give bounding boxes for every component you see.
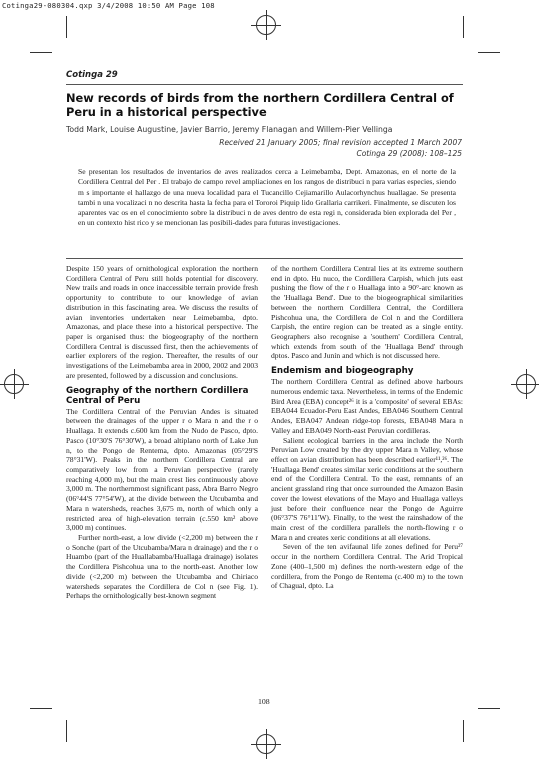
body-paragraph: Seven of the ten avifaunal life zones defined for Peru²⁷ occur in the northern Cordillera Central. The Arid Tropical Zone (400–1,500 m) defines the north-western edge of the cordillera, from the Pongo de Rentema (c.400 m) to the town of Chagual, dpto. La (271, 542, 463, 591)
body-paragraph: The Cordillera Central of the Peruvian Andes is situated between the drainages of the upper r o Mara n and the r o Huallaga. It extends c.600 km from the Nudo de Pasco, dpto. Pasco (10°30'S 76°30'W), a broad altiplano north of Lake Jun n, to the Pongo de Rentema, dpto. Amazonas (05°29'S 78°31'W). Peaks in the northern Cordillera Central are comparatively low from a Peruvian perspective (rarely reaching 4,000 m), but the main crest lies continuously above 3,000 m. The northernmost significant pass, Abra Barro Negro (06°44'S 77°54'W), at the divide between the Utcubamba and Mara n watersheds, reaches 3,675 m, north of which only a restricted area of high-elevation terrain (c.550 km² above 3,000 m) continues. (66, 406, 258, 533)
crop-mark (463, 16, 464, 38)
registration-mark-icon (256, 15, 276, 35)
body-paragraph: Salient ecological barriers in the area include the North Peruvian Low created by the dry upper Mara n Valley, whose effect on avian distribution has been described earlier¹¹,²⁶. The 'Huallaga Bend' creates similar xeric conditions at the southern end of the Cordillera Central. To the east, remnants of an ancient grassland ring that once surrounded the Amazon Basin cover the lowest elevations of the Mayo and Huallaga valleys just before their confluence near the Pongo de Aguirre (06°37'S 76°11'W). Finally, to the west the rainshadow of the main crest of the cordillera parallels the north-flowing r o Mara n and creates xeric conditions at all elevations. (271, 435, 463, 542)
registration-mark-icon (4, 374, 24, 394)
authors: Todd Mark, Louise Augustine, Javier Barrio, Jeremy Flanagan and Willem-Pier Vellinga (66, 125, 393, 134)
crop-mark (463, 720, 464, 742)
received-dates: Received 21 January 2005; final revision accepted 1 March 2007 (219, 138, 462, 147)
right-column (271, 264, 463, 591)
body-paragraph: Further north-east, a low divide (<2,200 m) between the r o Sonche (part of the Utcubamba/Mara n drainage) and the r o Huambo (part of the Huallabamba/Huallaga drainage) isolates the Cordillera Pishcohua una to the north-east. Another low divide (<2,200 m) between the Utcubamba and Chiriaco watersheds separates the Cordillera de Col n (see Fig. 1). Perhaps the ornithologically best-known segment (66, 532, 258, 601)
crop-mark (66, 16, 67, 38)
registration-mark-icon (516, 374, 536, 394)
intro-paragraph: Despite 150 years of ornithological exploration the northern Cordillera Central of Peru still holds potential for discovery. New trails and roads in once inaccessible terrain provide fresh opportunity to contribute to our knowledge of avian distribution in this fascinating area. We discuss the results of avian inventories undertaken near Leimebamba, dpto. Amazonas, and place these into a historical perspective. The paper is organised thus: the biogeography of the northern Cordillera Central is discussed first, then the achievements of earlier explorers of the region. Thereafter, the results of our investigations of the Leimebamba area in 2000, 2002 and 2003 are presented, followed by a discussion and conclusions. (66, 264, 258, 380)
print-slug: Cotinga29-080304.qxp 3/4/2008 10:50 AM Page 108 (2, 1, 215, 10)
body-paragraph: The northern Cordillera Central as defined above harbours numerous endemic taxa. Nevertheless, in terms of the Endemic Bird Area (EBA) concept²⁶ it is a 'composite' of several EBAs: EBA044 Ecuador-Peru East Andes, EBA046 Southern Central Andes, EBA047 Andean ridge-top forests, EBA048 Mara n Valley and EBA049 North-east Peruvian cordilleras. (271, 377, 463, 435)
journal-header: Cotinga 29 (66, 70, 118, 80)
abstract: Se presentan los resultados de inventarios de aves realizados cerca a Leimebamba, Dept. Amazonas, en el norte de la Cordillera Central del Per . El trabajo de campo revel ampliaciones en los rangos de distribuci n para varias especies, siendo m s importante el hallazgo de una nueva localidad para el Tucancillo Cejiamarillo Aulacorhynchus huallagae. Se presenta tambi n una vocalizaci n no descrita hasta la fecha para el Tororoi Piquip lido Grallaria carrikeri. Finalmente, se discuten los aparentes vac os en el conocimiento sobre la distribuci n de aves dentro de esta regi n, considerada bien explorada del Per , en un contexto hist rico y se mencionan las posibili-dades para futuras investigaciones. (78, 167, 456, 228)
crop-mark (478, 708, 500, 709)
section-heading-geography: Geography of the northern Cordillera Central of Peru (66, 385, 249, 406)
abstract-rule (66, 258, 463, 259)
crop-mark (30, 708, 52, 709)
body-paragraph: of the northern Cordillera Central lies at its extreme southern end in dpto. Hu nuco, the Cordillera Carpish, which juts east pushing the flow of the r o Huallaga into a 90°-arc known as the 'Huallaga Bend'. Due to the biogeographical similarities between the northern Cordillera Central, the Cordillera Pishcohua una, the Cordillera de Col n and the Cordillera Carpish, the entire region can be treated as a single entity. Geographers also recognise a 'southern' Cordillera Central, which extends from south of the 'Huallaga Bend' through dptos. Pasco and Junín and which is not discussed here. (271, 264, 463, 361)
registration-mark-icon (256, 734, 276, 754)
crop-mark (30, 52, 52, 53)
section-heading-endemism: Endemism and biogeography (271, 366, 414, 377)
crop-mark (478, 52, 500, 53)
article-title: New records of birds from the northern Cordillera Central of Peru in a historical perspective (66, 91, 454, 119)
citation: Cotinga 29 (2008): 108–125 (356, 149, 462, 158)
crop-mark (66, 720, 67, 742)
header-rule (66, 84, 463, 85)
page-number: 108 (258, 697, 270, 706)
left-column (66, 264, 258, 601)
